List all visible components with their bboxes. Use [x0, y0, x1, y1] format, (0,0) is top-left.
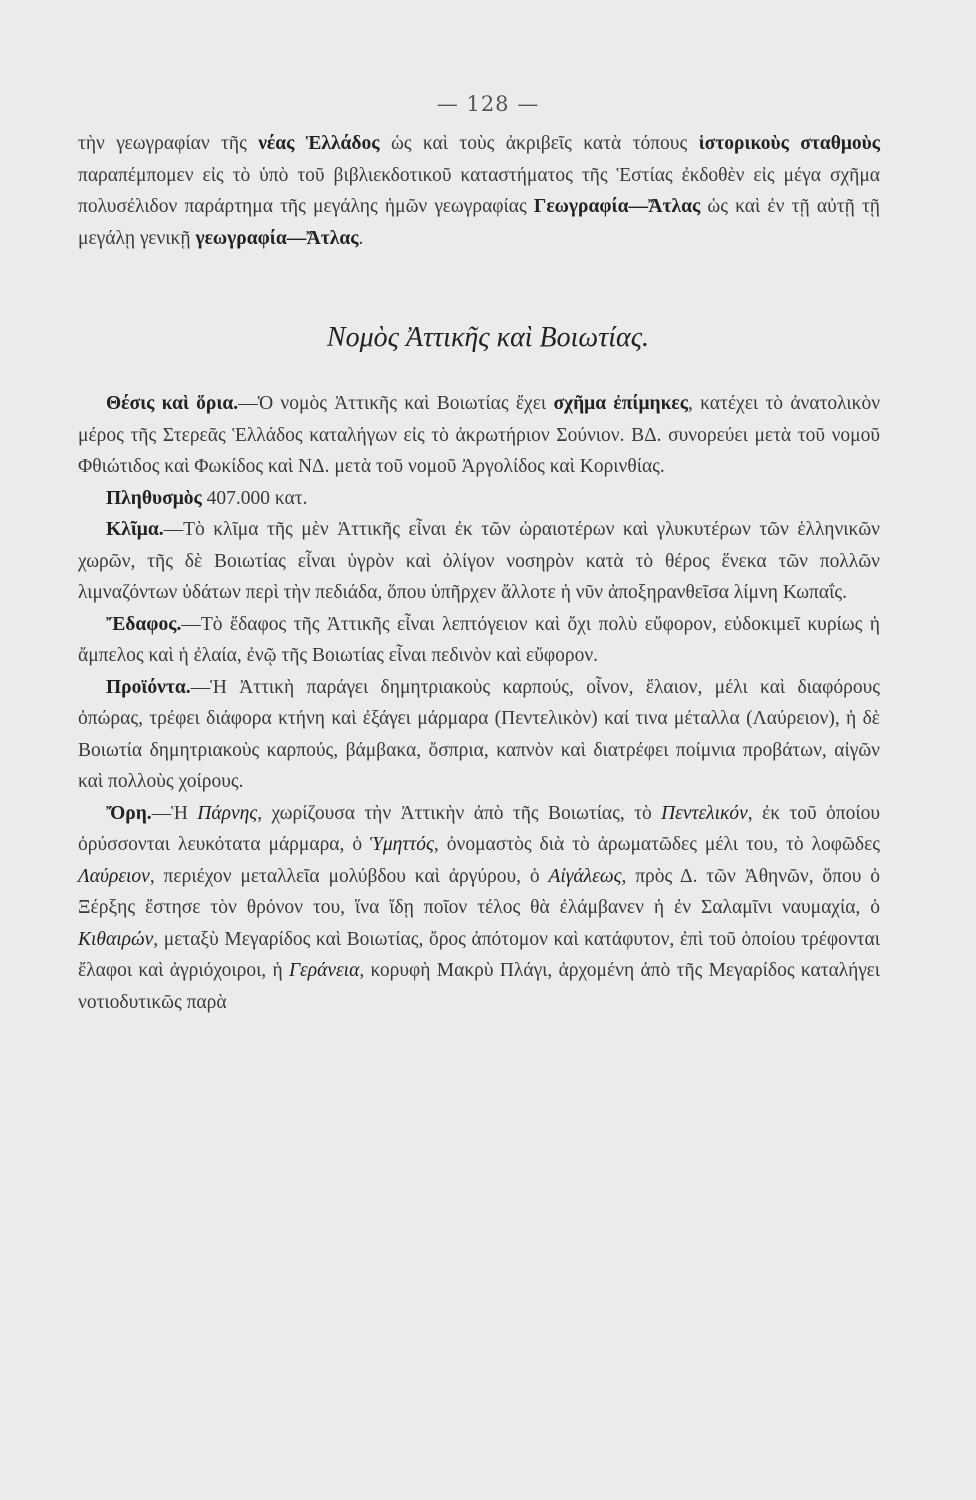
- page-number: — 128 —: [436, 92, 540, 116]
- paragraph-climate: [78, 514, 880, 609]
- heading-thesis: Θέσις καὶ ὅρια.: [106, 393, 239, 414]
- intro-text: [78, 128, 880, 254]
- heading-population: Πληθυσμὸς: [106, 487, 202, 509]
- mountains-text-1: —Ἡ: [151, 802, 198, 824]
- mountain-parnis: Πάρνης: [197, 802, 258, 824]
- intro-text-1: τὴν γεωγραφίαν τῆς: [78, 133, 259, 154]
- paragraph-thesis: [78, 388, 880, 483]
- thesis-text-1: —Ὁ νομὸς Ἀττικῆς καὶ Βοιωτίας ἔχει: [238, 393, 554, 414]
- heading-soil: Ἔδαφος.: [106, 613, 182, 635]
- products-text: —Ἡ Ἀττικὴ παράγει δημητριακοὺς καρπούς, οἶνον, ἔλαιον, μέλι καὶ διαφόρους ὀπώρας, τρέφει διάφορα κτήνη καὶ ἐξάγει μάρμαρα (Πεντελικὸν) καί τινα μέταλλα (Λαύρειον), ἡ δὲ Βοιωτία δημητριακοὺς καρπούς, βάμβακα, ὄσπρια, καπνὸν καὶ διατρέφει ποίμνια προβάτων, αἰγῶν καὶ πολλοὺς χοίρους.: [78, 676, 880, 792]
- mountains-text-8: , κορυφὴ Μακρὺ Πλάγι, ἀρχομένη ἀπὸ τῆς Μεγαρίδος καταλήγει νοτιοδυτικῶς παρὰ: [78, 960, 880, 1013]
- mountains-text-3: , ἐκ τοῦ ὁποίου ὀρύσσονται λευκότατα μάρμαρα, ὁ: [78, 802, 880, 855]
- intro-bold-stathmoi: ἱστορικοὺς σταθμοὺς: [698, 133, 881, 154]
- climate-text: —Τὸ κλῖμα τῆς μὲν Ἀττικῆς εἶναι ἐκ τῶν ὡραιοτέρων καὶ γλυκυτέρων τῶν ἑλληνικῶν χωρῶν, τῆς δὲ Βοιωτίας εἶναι ὑγρὸν καὶ ὀλίγον νοσηρὸν κατὰ τὸ θέρος ἕνεκα τῶν πολλῶν λιμναζόντων ὑδάτων περὶ τὴν πεδιάδα, ὅπου ὑπῆρχεν ἄλλοτε ἡ νῦν ἀποξηρανθεῖσα λίμνη Κωπαΐς.: [78, 519, 880, 603]
- mountains-text-6: , πρὸς Δ. τῶν Ἀθηνῶν, ὅπου ὁ Ξέρξης ἔστησε τὸν θρόνον του, ἵνα ἴδῃ ποῖον τέλος θὰ ἐλάμβανεν ἡ ἐν Σαλαμῖνι ναυμαχία, ὁ: [78, 865, 881, 918]
- mountain-pentelikon: Πεντελικόν: [661, 802, 748, 824]
- mountains-text-4: , ὀνομαστὸς διὰ τὸ ἀρωματῶδες μέλι του, τὸ λοφῶδες: [433, 834, 880, 855]
- intro-bold-geografia-atlas-2: γεωγραφία—Ἄτλας: [195, 227, 359, 249]
- mountains-text-2: , χωρίζουσα τὴν Ἀττικὴν ἀπὸ τῆς Βοιωτίας, τὸ: [257, 802, 662, 824]
- mountain-lavreion: Λαύρειον: [78, 865, 150, 887]
- paragraph-soil: [78, 609, 880, 672]
- intro-text-2: ὡς καὶ τοὺς ἀκριβεῖς κατὰ τόπους: [379, 133, 699, 154]
- thesis-bold-schema: σχῆμα ἐπίμηκες: [553, 393, 688, 414]
- mountain-kithairon: Κιθαιρών: [78, 928, 154, 950]
- heading-mountains: Ὄρη.: [106, 802, 152, 824]
- mountain-aigaleos: Αἰγάλεως: [548, 865, 622, 887]
- intro-bold-geografia-atlas-1: Γεωγραφία—Ἄτλας: [533, 196, 701, 217]
- paragraph-population: [78, 483, 880, 515]
- mountain-ymittos: Ὑμηττός: [370, 834, 434, 855]
- section-body: [78, 388, 880, 1018]
- section-title: Νομὸς Ἀττικῆς καὶ Βοιωτίας.: [326, 322, 650, 353]
- paragraph-products: [78, 672, 880, 798]
- intro-paragraph: [78, 128, 880, 254]
- intro-text-3: παραπέμπομεν εἰς τὸ ὑπὸ τοῦ βιβλιεκδοτικοῦ καταστήματος τῆς Ἑστίας ἐκδοθὲν εἰς μέγα σχῆμα πολυσέλιδον παράρτημα τῆς μεγάλης ἡμῶν γεωγραφίας: [78, 164, 880, 217]
- intro-bold-nea-ellas: νέας Ἑλλάδος: [258, 133, 380, 154]
- heading-climate: Κλῖμα.: [106, 519, 164, 540]
- thesis-text-2: , κατέχει τὸ ἀνατολικὸν μέρος τῆς Στερεᾶς Ἑλλάδος καταλήγων εἰς τὸ ἀκρωτήριον Σούνιον. ΒΔ. συνορεύει μετὰ τοῦ νομοῦ Φθιώτιδος καὶ Φωκίδος καὶ ΝΔ. μετὰ τοῦ νομοῦ Ἀργολίδος καὶ Κορινθίας.: [78, 393, 881, 477]
- intro-text-4: ὡς καὶ ἐν τῇ αὐτῇ τῇ μεγάλῃ γενικῇ: [78, 196, 880, 249]
- mountains-text-7: , μεταξὺ Μεγαρίδος καὶ Βοιωτίας, ὄρος ἀπότομον καὶ κατάφυτον, ἐπὶ τοῦ ὁποίου τρέφονται ἔλαφοι καὶ ἀγριόχοιροι, ἡ: [78, 928, 880, 981]
- intro-text-5: .: [358, 227, 364, 249]
- soil-text: —Τὸ ἔδαφος τῆς Ἀττικῆς εἶναι λεπτόγειον καὶ ὄχι πολὺ εὔφορον, εὐδοκιμεῖ κυρίως ἡ ἄμπελος καὶ ἡ ἐλαία, ἐνῷ τῆς Βοιωτίας εἶναι πεδινὸν καὶ εὔφορον.: [78, 613, 880, 666]
- population-text: 407.000 κατ.: [201, 487, 308, 509]
- mountains-text-5: , περιέχον μεταλλεῖα μολύβδου καὶ ἀργύρου, ὁ: [149, 865, 549, 887]
- paragraph-mountains: [78, 798, 880, 1019]
- heading-products: Προϊόντα.: [106, 676, 191, 698]
- mountain-geraneia: Γεράνεια: [288, 960, 360, 981]
